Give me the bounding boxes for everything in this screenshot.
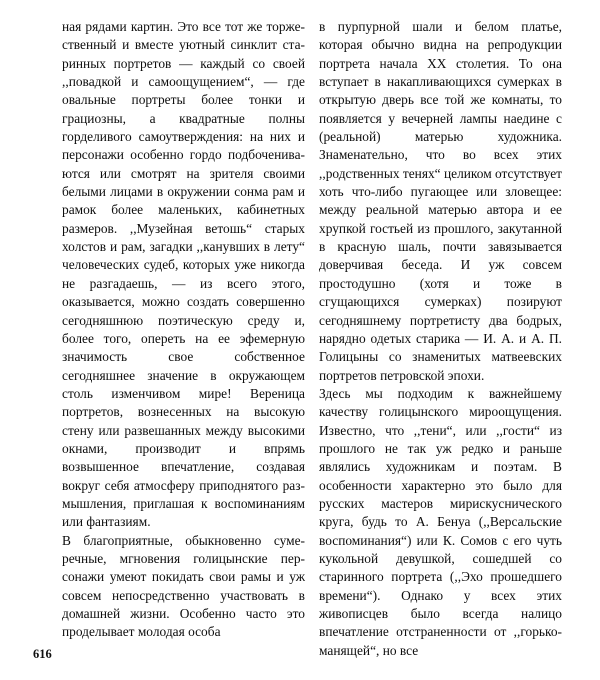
column-right: [319, 18, 562, 660]
page-number: 616: [33, 647, 52, 661]
paragraph: ная рядами картин. Это все тот же торжественный и вместе уютный синклит старинных портретов — каждый со своей ,,повадкой и самоощущением“, — где овальные портреты более тонки и грациозны, а квадратные полны горделивого самоутверждения: на них и персонажи особенно гордо подбочениваются или смотрят на зрителя своими белыми лицами в окружении сонма рам и рамок более маленьких, кабинетных размеров. ,,Музейная ветошь“ старых холстов и рам, загадки ,,канувших в лету“ человеческих судеб, которых уже никогда не разгадаешь, — из всего этого, оказывается, можно создать совершенно сегодняшнюю поэтическую среду и, более того, опереть на ее эфемерную значимость свое собственное сегодняшнее значение в окружающем столь изменчивом мире! Вереница портретов, вознесенных на высокую стену или развешанных между высокими окнами, производит и впрямь возвышенное впечатление, создавая вокруг себя атмосферу приподнятого размышления, приглашая к воспоминаниям или фантазиям.: [62, 19, 305, 530]
column-left: [62, 18, 305, 660]
paragraph: В благоприятные, обыкновенно сумеречные, мгновения голицынские персонажи умеют покидать свои рамы и уж совсем непосредственно участвовать в домашней жизни. Особенно часто это проделывает молодая особа: [62, 532, 305, 640]
paragraph: Здесь мы подходим к важнейшему качеству голицынского мироощущения. Известно, что ,,тени“, или ,,гости“ из прошлого не так уж редко и раньше являлись художникам и поэтам. В особенности характерно это было для русских мастеров мирискуснического круга, будь то А. Бенуа (,,Версальские воспоминания“) или К. Сомов с его чуть кукольной девушкой, сошедшей со старинного портрета (,,Эхо прошедшего времени“). Однако у всех этих живописцев было всегда налицо впечатление отстраненности от ,,горько-манящей“, но все: [319, 385, 562, 658]
paragraph: в пурпурной шали и белом платье, которая обычно видна на репродукции портрета начала XX столетия. То она вступает в накапливающихся сумерках в открытую дверь все той же комнаты, то появляется у вечерней лампы наедине с (реальной) матерью художника. Знаменательно, что во всех этих ,,родственных тенях“ целиком отсутствует хоть что-либо пугающее или зловещее: между реальной матерью автора и ее хрупкой гостьей из прошлого, закутанной в красную шаль, почти завязывается доверчивая беседа. И уж совсем простодушно (хотя и тоже в сгущающихся сумерках) позируют сегодняшнему портретисту два бодрых, нарядно одетых старика — И. А. и А. П. Голицыны со знаменитых матвеевских портретов петровской эпохи.: [319, 19, 563, 383]
text-columns: [62, 18, 562, 660]
